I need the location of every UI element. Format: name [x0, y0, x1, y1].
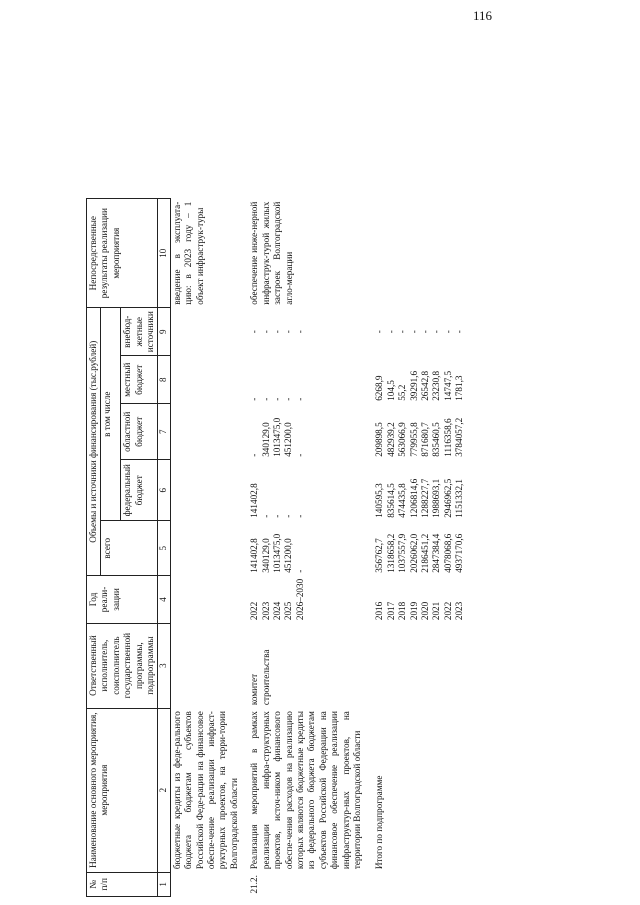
federal-value: 1206814,6: [408, 478, 419, 518]
subtotal-total: [364, 521, 466, 576]
year: 2024: [272, 601, 283, 621]
federal-value: 1151332,1: [454, 479, 465, 518]
regional-value: 209898,5: [374, 422, 385, 457]
header-results: Непосредственные результаты реализации мероприятия: [87, 199, 158, 308]
total-value: 2186451,2: [419, 533, 430, 573]
year: 2025: [283, 601, 294, 621]
year: 2017: [385, 601, 396, 621]
measure-result: обеспечение инже-нерной инфраструк-турой жилых застроек Волгоградской агло-мерации: [249, 201, 294, 305]
header-number: № п/п: [87, 872, 158, 896]
column-number: 5: [158, 521, 170, 576]
year: 2020: [419, 601, 430, 621]
regional-value: 835460,5: [431, 422, 442, 457]
financing-table: [86, 198, 466, 897]
federal-value: 141402,8: [249, 483, 260, 518]
year: 2016: [374, 601, 385, 621]
local-value: -: [249, 397, 260, 401]
column-number: 6: [158, 460, 170, 521]
local-value: 26542,8: [419, 370, 430, 401]
year: 2018: [397, 601, 408, 621]
local-value: -: [283, 397, 294, 401]
local-value: 104,5: [385, 380, 396, 401]
header-name: Наименование основного мероприятия, мероприятия: [87, 708, 158, 872]
regional-value: 451200,0: [283, 422, 294, 457]
federal-value: 2946962,5: [442, 478, 453, 518]
years-list: [241, 576, 364, 623]
regional-value: 482939,2: [385, 422, 396, 457]
year: 2023: [260, 601, 271, 621]
header-including: в том числе: [101, 308, 121, 521]
total-value: 356762,7: [374, 538, 385, 573]
total-value: 340129,0: [260, 538, 271, 573]
executor: комитет строительства: [249, 649, 271, 706]
header-year: Год реали-зации: [87, 576, 158, 623]
page-number: 116: [472, 8, 493, 23]
local-value: 55,2: [397, 384, 408, 401]
measure-result: введение в эксплуата-цию: в 2023 году – 1 объект инфраструк-туры: [171, 201, 205, 305]
local-value: 14747,5: [442, 370, 453, 401]
regional-value: 1116358,6: [442, 418, 453, 457]
year: 2022: [249, 601, 260, 621]
offbudget-value: -: [454, 330, 465, 334]
subtotal-regional: [364, 404, 466, 460]
offbudget-value: -: [283, 330, 294, 334]
local-value: 23230,8: [431, 370, 442, 401]
column-number: 8: [158, 356, 170, 404]
measure-name: бюджетные кредиты из феде-рального бюджета бюджетам субъектов Российской Феде-рации на финансовое обеспе-чение реализации инфраст-руктурных проектов, на терри-тории Волгоградской области: [171, 711, 239, 870]
regional-value: -: [294, 453, 305, 457]
offbudget-value: -: [408, 330, 419, 334]
measure-name: Реализация мероприятий в рамках реализации инфра-структурных проектов, источ-ником финансового обеспе-чения расходов на реализацию которых являются бюджетные кредиты из федерального бюджета бюджетам субъектов Российской Федерации на финансовое обеспечение реализации инфраструктур-ных проектов, на территории Волгоградской области: [249, 711, 362, 870]
offbudget-value: -: [374, 330, 385, 334]
federal-list: [241, 460, 364, 521]
column-number: 4: [158, 576, 170, 623]
total-value: 451200,0: [283, 538, 294, 573]
offbudget-value: -: [397, 330, 408, 334]
column-number: 9: [158, 308, 170, 356]
year: 2021: [431, 601, 442, 621]
total-value: 2026062,0: [408, 533, 419, 573]
local-value: 6268,9: [374, 375, 385, 401]
year: 2019: [408, 601, 419, 621]
total-value: 141402,8: [249, 538, 260, 573]
regional-value: 340129,0: [260, 422, 271, 457]
offbudget-value: -: [272, 330, 283, 334]
subtotal-years: [364, 576, 466, 623]
federal-value: 140595,3: [374, 483, 385, 518]
subtotal-row: [364, 199, 466, 897]
table-row: [170, 199, 241, 897]
column-number: 2: [158, 708, 170, 872]
subtotal-federal: [364, 460, 466, 521]
federal-value: -: [272, 514, 283, 518]
subtotal-local: [364, 356, 466, 404]
federal-value: 1288227,7: [419, 478, 430, 518]
offbudget-value: -: [442, 330, 453, 334]
total-list: [241, 521, 364, 576]
local-value: 1781,3: [454, 375, 465, 401]
total-value: 2847384,4: [431, 533, 442, 573]
offbudget-value: -: [249, 330, 260, 334]
offbudget-value: -: [260, 330, 271, 334]
regional-value: 1013475,0: [272, 417, 283, 457]
header-executor: Ответственный исполнитель, соисполнитель государственной программы, подпрограммы: [87, 623, 158, 708]
local-value: -: [294, 397, 305, 401]
column-number: 10: [158, 199, 170, 308]
regional-value: 871680,7: [419, 422, 430, 457]
column-number: 1: [158, 872, 170, 896]
subtotal-offbudget: [364, 308, 466, 356]
federal-value: -: [294, 514, 305, 518]
subtotal-label: Итого по подпрограмме: [374, 775, 385, 870]
total-value: 4937170,6: [454, 533, 465, 573]
total-value: 1037557,9: [397, 533, 408, 573]
regional-value: 563066,9: [397, 422, 408, 457]
federal-value: -: [260, 514, 271, 518]
local-value: 39291,6: [408, 370, 419, 401]
offbudget-value: -: [294, 330, 305, 334]
total-value: -: [294, 569, 305, 573]
total-value: 4078068,6: [442, 533, 453, 573]
local-value: -: [260, 397, 271, 401]
header-total: всего: [101, 521, 158, 576]
regional-value: -: [249, 453, 260, 457]
offbudget-value: -: [385, 330, 396, 334]
local-value: -: [272, 397, 283, 401]
row-number: 21.2.: [249, 875, 260, 894]
offbudget-list: [241, 308, 364, 356]
local-list: [241, 356, 364, 404]
column-number: 3: [158, 623, 170, 708]
header-local: местный бюджет: [121, 356, 158, 404]
table-row: [241, 199, 364, 897]
header-regional: областной бюджет: [121, 404, 158, 460]
year: 2026–2030: [294, 578, 305, 621]
year: 2023: [454, 601, 465, 621]
column-number: 7: [158, 404, 170, 460]
regional-list: [241, 404, 364, 460]
federal-value: -: [283, 514, 294, 518]
header-financing: Объемы и источники финансирования (тыс.рублей): [87, 308, 101, 576]
total-value: 1013475,0: [272, 533, 283, 573]
header-offbudget: внебюд-жетные источники: [121, 308, 158, 356]
federal-value: 835614,5: [385, 483, 396, 518]
offbudget-value: -: [419, 330, 430, 334]
federal-value: 1988693,1: [431, 478, 442, 518]
total-value: 1318658,2: [385, 533, 396, 573]
regional-value: 3784057,2: [454, 417, 465, 457]
year: 2022: [442, 601, 453, 621]
regional-value: 779955,8: [408, 422, 419, 457]
offbudget-value: -: [431, 330, 442, 334]
federal-value: 474435,8: [397, 483, 408, 518]
header-federal: федеральный бюджет: [121, 460, 158, 521]
